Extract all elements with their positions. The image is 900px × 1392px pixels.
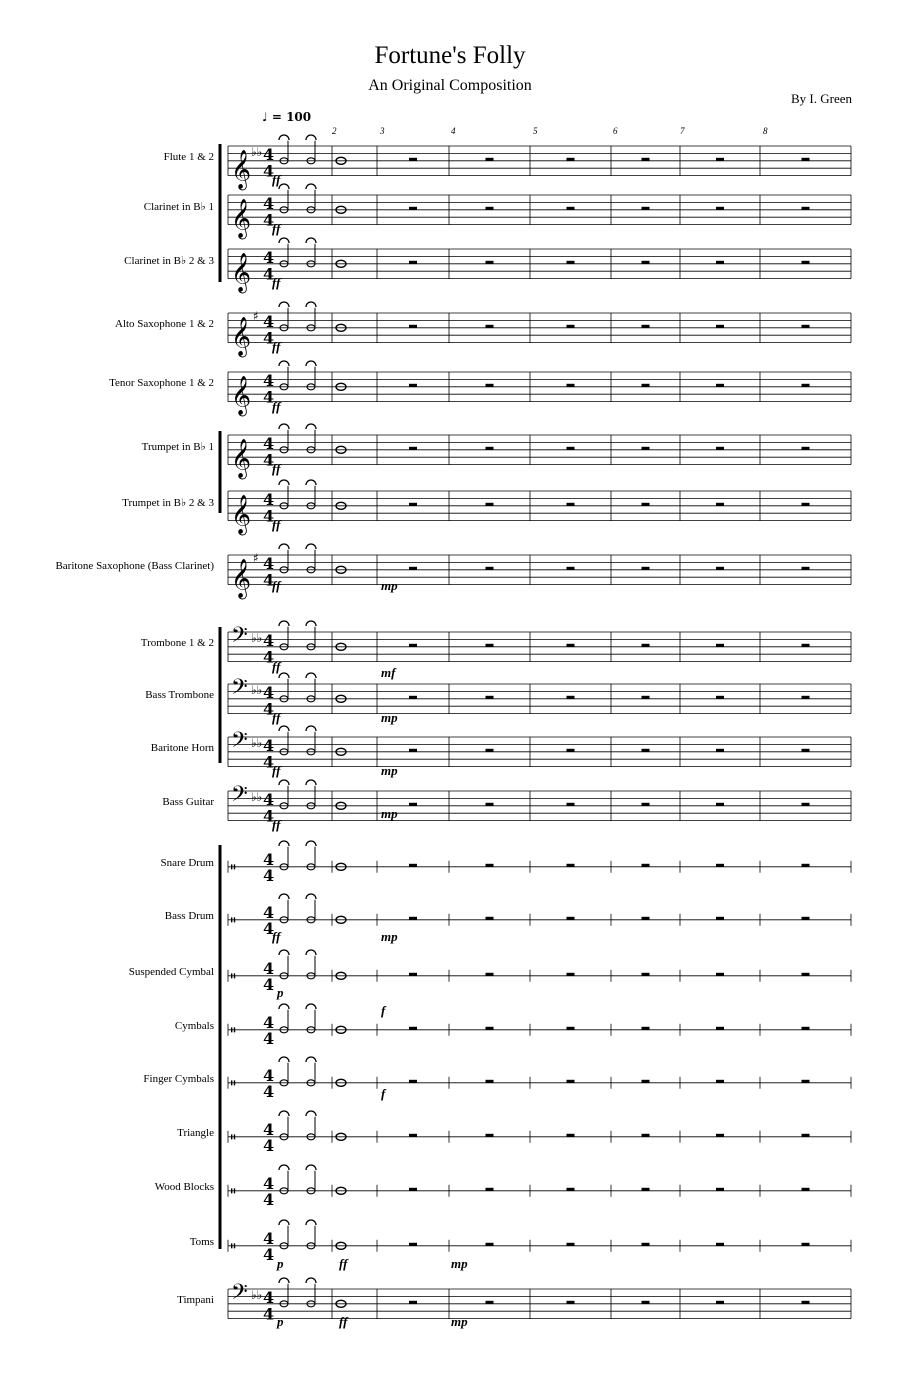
fermata-icon xyxy=(279,726,289,731)
clef-icon: 𝄢 xyxy=(231,782,248,812)
whole-rest xyxy=(642,749,650,752)
measure-number: 8 xyxy=(763,126,768,136)
whole-rest xyxy=(409,1188,417,1191)
time-signature-top: 4 xyxy=(263,489,275,509)
time-signature-bottom: 4 xyxy=(263,570,275,590)
fermata-icon xyxy=(279,361,289,366)
time-signature-top: 4 xyxy=(263,553,275,573)
whole-rest xyxy=(802,1243,810,1246)
whole-rest xyxy=(716,447,724,450)
whole-rest xyxy=(567,503,575,506)
fermata-icon xyxy=(306,238,316,243)
whole-rest xyxy=(409,384,417,387)
time-signature-bottom: 4 xyxy=(263,752,275,772)
time-signature-top: 4 xyxy=(263,1065,275,1085)
whole-rest xyxy=(567,864,575,867)
whole-rest xyxy=(486,803,494,806)
whole-rest xyxy=(409,696,417,699)
dynamic-marking: ff xyxy=(272,817,281,832)
time-signature-top: 4 xyxy=(263,1287,275,1307)
whole-rest xyxy=(802,1080,810,1083)
whole-rest xyxy=(486,567,494,570)
whole-rest xyxy=(716,917,724,920)
clef-icon: 𝄥 xyxy=(231,1075,236,1092)
measure-number: 5 xyxy=(533,126,538,136)
instrument-label: Wood Blocks xyxy=(154,1181,214,1194)
whole-rest xyxy=(802,567,810,570)
fermata-icon xyxy=(279,1004,289,1009)
time-signature-top: 4 xyxy=(263,735,275,755)
whole-rest xyxy=(716,864,724,867)
whole-rest xyxy=(802,1188,810,1191)
dynamic-marking: p xyxy=(277,1256,284,1271)
whole-rest xyxy=(642,503,650,506)
time-signature-top: 4 xyxy=(263,370,275,390)
whole-rest xyxy=(486,207,494,210)
whole-rest xyxy=(716,207,724,210)
time-signature-top: 4 xyxy=(263,1119,275,1139)
whole-rest xyxy=(802,503,810,506)
fermata-icon xyxy=(279,1057,289,1062)
whole-rest xyxy=(802,696,810,699)
whole-rest xyxy=(409,1027,417,1030)
fermata-icon xyxy=(279,780,289,785)
key-signature: ♭♭ xyxy=(251,790,263,804)
fermata-icon xyxy=(279,950,289,955)
dynamic-marking: ff xyxy=(272,275,281,290)
whole-rest xyxy=(409,1080,417,1083)
whole-rest xyxy=(486,1301,494,1304)
clef-icon: 𝄥 xyxy=(231,1022,236,1039)
dynamic-marking: ff xyxy=(272,517,281,532)
whole-rest xyxy=(567,917,575,920)
whole-rest xyxy=(802,325,810,328)
whole-rest xyxy=(642,973,650,976)
whole-rest xyxy=(486,447,494,450)
whole-rest xyxy=(802,158,810,161)
whole-rest xyxy=(409,644,417,647)
clef-icon: 𝄥 xyxy=(231,1183,236,1200)
whole-rest xyxy=(486,325,494,328)
time-signature-bottom: 4 xyxy=(263,699,275,719)
clef-icon: 𝄞 xyxy=(231,438,252,479)
clef-icon: 𝄥 xyxy=(231,1238,236,1255)
dynamic-marking: f xyxy=(381,1086,386,1101)
whole-rest xyxy=(567,803,575,806)
whole-rest xyxy=(716,325,724,328)
whole-rest xyxy=(486,749,494,752)
whole-rest xyxy=(486,1080,494,1083)
time-signature-bottom: 4 xyxy=(263,806,275,826)
instrument-label: Trumpet in B♭ 1 xyxy=(141,441,214,454)
whole-rest xyxy=(409,447,417,450)
whole-rest xyxy=(716,803,724,806)
fermata-icon xyxy=(306,950,316,955)
time-signature-top: 4 xyxy=(263,1173,275,1193)
time-signature-bottom: 4 xyxy=(263,328,275,348)
fermata-icon xyxy=(279,621,289,626)
whole-rest xyxy=(642,803,650,806)
fermata-icon xyxy=(306,1165,316,1170)
time-signature-bottom: 4 xyxy=(263,974,275,994)
fermata-icon xyxy=(279,544,289,549)
whole-rest xyxy=(642,261,650,264)
time-signature-top: 4 xyxy=(263,902,275,922)
clef-icon: 𝄥 xyxy=(231,912,236,929)
whole-rest xyxy=(409,917,417,920)
whole-rest xyxy=(642,325,650,328)
instrument-label: Suspended Cymbal xyxy=(128,966,214,979)
dynamic-marking: ff xyxy=(272,221,281,236)
whole-rest xyxy=(642,1027,650,1030)
time-signature-top: 4 xyxy=(263,247,275,267)
whole-rest xyxy=(567,1301,575,1304)
instrument-label: Trumpet in B♭ 2 & 3 xyxy=(122,497,214,510)
whole-rest xyxy=(802,207,810,210)
clef-icon: 𝄢 xyxy=(231,1280,248,1310)
whole-rest xyxy=(567,1134,575,1137)
whole-rest xyxy=(409,1134,417,1137)
whole-rest xyxy=(486,644,494,647)
whole-rest xyxy=(409,207,417,210)
whole-rest xyxy=(802,749,810,752)
key-signature: ♯ xyxy=(253,309,259,323)
whole-rest xyxy=(802,1134,810,1137)
key-signature: ♭♭ xyxy=(251,631,263,645)
whole-rest xyxy=(567,696,575,699)
whole-rest xyxy=(409,803,417,806)
fermata-icon xyxy=(306,780,316,785)
whole-rest xyxy=(642,696,650,699)
whole-rest xyxy=(716,503,724,506)
dynamic-marking: ff xyxy=(272,710,281,725)
whole-rest xyxy=(802,1301,810,1304)
whole-rest xyxy=(716,1243,724,1246)
whole-rest xyxy=(567,447,575,450)
fermata-icon xyxy=(279,135,289,140)
instrument-label: Toms xyxy=(189,1236,214,1249)
whole-rest xyxy=(486,158,494,161)
key-signature: ♭♭ xyxy=(251,683,263,697)
whole-rest xyxy=(486,864,494,867)
whole-rest xyxy=(716,696,724,699)
dynamic-marking: ff xyxy=(272,399,281,414)
time-signature-top: 4 xyxy=(263,630,275,650)
instrument-label: Cymbals xyxy=(174,1020,214,1033)
whole-rest xyxy=(567,973,575,976)
whole-rest xyxy=(486,1027,494,1030)
whole-rest xyxy=(409,261,417,264)
fermata-icon xyxy=(306,424,316,429)
whole-rest xyxy=(486,696,494,699)
key-signature: ♭♭ xyxy=(251,145,263,159)
clef-icon: 𝄞 xyxy=(231,149,252,190)
fermata-icon xyxy=(306,544,316,549)
time-signature-bottom: 4 xyxy=(263,918,275,938)
whole-rest xyxy=(642,864,650,867)
dynamic-marking: mp xyxy=(381,929,398,944)
whole-rest xyxy=(642,1243,650,1246)
clef-icon: 𝄢 xyxy=(231,623,248,653)
whole-rest xyxy=(642,1134,650,1137)
whole-rest xyxy=(567,749,575,752)
whole-rest xyxy=(409,1243,417,1246)
instrument-label: Baritone Saxophone (Bass Clarinet) xyxy=(55,560,214,573)
measure-number: 6 xyxy=(613,126,618,136)
time-signature-bottom: 4 xyxy=(263,1304,275,1324)
time-signature-top: 4 xyxy=(263,193,275,213)
instrument-label: Trombone 1 & 2 xyxy=(140,637,214,650)
time-signature-bottom: 4 xyxy=(263,865,275,885)
whole-rest xyxy=(642,644,650,647)
dynamic-marking: ff xyxy=(339,1314,348,1329)
fermata-icon xyxy=(306,184,316,189)
whole-rest xyxy=(409,864,417,867)
instrument-label: Tenor Saxophone 1 & 2 xyxy=(109,377,214,390)
time-signature-top: 4 xyxy=(263,789,275,809)
whole-rest xyxy=(642,158,650,161)
time-signature-bottom: 4 xyxy=(263,264,275,284)
instrument-label: Baritone Horn xyxy=(150,742,214,755)
instrument-label: Bass Trombone xyxy=(145,689,214,702)
whole-rest xyxy=(642,207,650,210)
time-signature-bottom: 4 xyxy=(263,1081,275,1101)
score-title: Fortune's Folly xyxy=(374,42,526,69)
fermata-icon xyxy=(279,1165,289,1170)
whole-rest xyxy=(716,644,724,647)
fermata-icon xyxy=(306,302,316,307)
dynamic-marking: ff xyxy=(272,929,281,944)
whole-rest xyxy=(716,1134,724,1137)
whole-rest xyxy=(567,261,575,264)
whole-rest xyxy=(716,158,724,161)
fermata-icon xyxy=(279,424,289,429)
fermata-icon xyxy=(279,894,289,899)
whole-rest xyxy=(802,384,810,387)
composer-credit: By I. Green xyxy=(790,91,852,106)
fermata-icon xyxy=(279,302,289,307)
whole-rest xyxy=(716,567,724,570)
whole-rest xyxy=(642,447,650,450)
clef-icon: 𝄞 xyxy=(231,316,252,357)
whole-rest xyxy=(802,644,810,647)
dynamic-marking: ff xyxy=(272,172,281,187)
time-signature-bottom: 4 xyxy=(263,1028,275,1048)
whole-rest xyxy=(567,384,575,387)
instrument-label: Clarinet in B♭ 2 & 3 xyxy=(124,255,214,268)
whole-rest xyxy=(802,973,810,976)
score-subtitle: An Original Composition xyxy=(368,77,532,94)
instrument-label: Bass Guitar xyxy=(162,796,214,809)
whole-rest xyxy=(716,749,724,752)
whole-rest xyxy=(409,158,417,161)
fermata-icon xyxy=(306,1111,316,1116)
whole-rest xyxy=(567,567,575,570)
fermata-icon xyxy=(306,135,316,140)
key-signature: ♭♭ xyxy=(251,1288,263,1302)
dynamic-marking: ff xyxy=(272,339,281,354)
dynamic-marking: mp xyxy=(381,763,398,778)
whole-rest xyxy=(716,261,724,264)
whole-rest xyxy=(642,1188,650,1191)
fermata-icon xyxy=(306,1220,316,1225)
whole-rest xyxy=(567,1243,575,1246)
clef-icon: 𝄥 xyxy=(231,1129,236,1146)
time-signature-bottom: 4 xyxy=(263,1189,275,1209)
whole-rest xyxy=(409,749,417,752)
dynamic-marking: ff xyxy=(272,659,281,674)
whole-rest xyxy=(642,567,650,570)
whole-rest xyxy=(409,567,417,570)
fermata-icon xyxy=(306,1057,316,1062)
fermata-icon xyxy=(279,184,289,189)
fermata-icon xyxy=(306,673,316,678)
whole-rest xyxy=(567,1080,575,1083)
whole-rest xyxy=(642,917,650,920)
clef-icon: 𝄥 xyxy=(231,859,236,876)
dynamic-marking: p xyxy=(277,1314,284,1329)
fermata-icon xyxy=(279,841,289,846)
measure-number: 2 xyxy=(332,126,337,136)
fermata-icon xyxy=(306,361,316,366)
fermata-icon xyxy=(279,673,289,678)
tempo-marking: ♩ = 100 xyxy=(262,110,312,124)
whole-rest xyxy=(567,1027,575,1030)
dynamic-marking: mp xyxy=(381,806,398,821)
instrument-label: Triangle xyxy=(177,1127,214,1140)
dynamic-marking: ff xyxy=(272,461,281,476)
fermata-icon xyxy=(306,1278,316,1283)
fermata-icon xyxy=(306,1004,316,1009)
instrument-label: Snare Drum xyxy=(160,857,214,870)
whole-rest xyxy=(486,503,494,506)
time-signature-bottom: 4 xyxy=(263,210,275,230)
measure-number: 4 xyxy=(451,126,456,136)
whole-rest xyxy=(802,1027,810,1030)
instrument-label: Finger Cymbals xyxy=(143,1073,214,1086)
whole-rest xyxy=(642,1301,650,1304)
whole-rest xyxy=(716,1301,724,1304)
dynamic-marking: mp xyxy=(381,710,398,725)
instrument-label: Flute 1 & 2 xyxy=(163,151,214,164)
dynamic-marking: mp xyxy=(451,1314,468,1329)
time-signature-bottom: 4 xyxy=(263,161,275,181)
whole-rest xyxy=(567,325,575,328)
whole-rest xyxy=(486,973,494,976)
whole-rest xyxy=(716,1080,724,1083)
whole-rest xyxy=(486,917,494,920)
time-signature-top: 4 xyxy=(263,1012,275,1032)
instrument-label: Alto Saxophone 1 & 2 xyxy=(115,318,214,331)
time-signature-top: 4 xyxy=(263,849,275,869)
dynamic-marking: mf xyxy=(381,665,396,680)
whole-rest xyxy=(486,1243,494,1246)
whole-rest xyxy=(567,644,575,647)
whole-rest xyxy=(409,503,417,506)
whole-rest xyxy=(716,1027,724,1030)
dynamic-marking: mp xyxy=(451,1256,468,1271)
dynamic-marking: mp xyxy=(381,578,398,593)
dynamic-marking: p xyxy=(277,985,284,1000)
whole-rest xyxy=(409,325,417,328)
whole-rest xyxy=(642,384,650,387)
key-signature: ♯ xyxy=(253,551,259,565)
fermata-icon xyxy=(306,726,316,731)
instrument-label: Bass Drum xyxy=(164,910,214,923)
whole-rest xyxy=(802,261,810,264)
fermata-icon xyxy=(279,1220,289,1225)
fermata-icon xyxy=(306,894,316,899)
time-signature-bottom: 4 xyxy=(263,1244,275,1264)
dynamic-marking: ff xyxy=(339,1256,348,1271)
time-signature-bottom: 4 xyxy=(263,450,275,470)
time-signature-bottom: 4 xyxy=(263,647,275,667)
fermata-icon xyxy=(279,480,289,485)
whole-rest xyxy=(716,1188,724,1191)
time-signature-bottom: 4 xyxy=(263,387,275,407)
fermata-icon xyxy=(306,621,316,626)
time-signature-top: 4 xyxy=(263,1228,275,1248)
whole-rest xyxy=(802,864,810,867)
whole-rest xyxy=(567,1188,575,1191)
instrument-label: Timpani xyxy=(177,1294,214,1307)
clef-icon: 𝄢 xyxy=(231,675,248,705)
measure-number: 3 xyxy=(380,126,385,136)
clef-icon: 𝄞 xyxy=(231,558,252,599)
fermata-icon xyxy=(306,480,316,485)
whole-rest xyxy=(409,973,417,976)
key-signature: ♭♭ xyxy=(251,736,263,750)
whole-rest xyxy=(567,158,575,161)
dynamic-marking: ff xyxy=(272,763,281,778)
whole-rest xyxy=(567,207,575,210)
time-signature-top: 4 xyxy=(263,433,275,453)
clef-icon: 𝄞 xyxy=(231,494,252,535)
measure-number: 7 xyxy=(680,126,685,136)
time-signature-top: 4 xyxy=(263,682,275,702)
dynamic-marking: f xyxy=(381,1003,386,1018)
clef-icon: 𝄞 xyxy=(231,375,252,416)
whole-rest xyxy=(802,803,810,806)
fermata-icon xyxy=(306,841,316,846)
whole-rest xyxy=(716,973,724,976)
instrument-label: Clarinet in B♭ 1 xyxy=(143,201,214,214)
fermata-icon xyxy=(279,238,289,243)
time-signature-top: 4 xyxy=(263,144,275,164)
whole-rest xyxy=(486,261,494,264)
clef-icon: 𝄞 xyxy=(231,198,252,239)
whole-rest xyxy=(802,447,810,450)
whole-rest xyxy=(486,1188,494,1191)
clef-icon: 𝄞 xyxy=(231,252,252,293)
clef-icon: 𝄥 xyxy=(231,968,236,985)
time-signature-bottom: 4 xyxy=(263,1135,275,1155)
fermata-icon xyxy=(279,1278,289,1283)
fermata-icon xyxy=(279,1111,289,1116)
clef-icon: 𝄢 xyxy=(231,728,248,758)
whole-rest xyxy=(409,1301,417,1304)
time-signature-top: 4 xyxy=(263,311,275,331)
time-signature-bottom: 4 xyxy=(263,506,275,526)
whole-rest xyxy=(486,384,494,387)
whole-rest xyxy=(642,1080,650,1083)
whole-rest xyxy=(486,1134,494,1137)
dynamic-marking: ff xyxy=(272,578,281,593)
whole-rest xyxy=(802,917,810,920)
time-signature-top: 4 xyxy=(263,958,275,978)
whole-rest xyxy=(716,384,724,387)
